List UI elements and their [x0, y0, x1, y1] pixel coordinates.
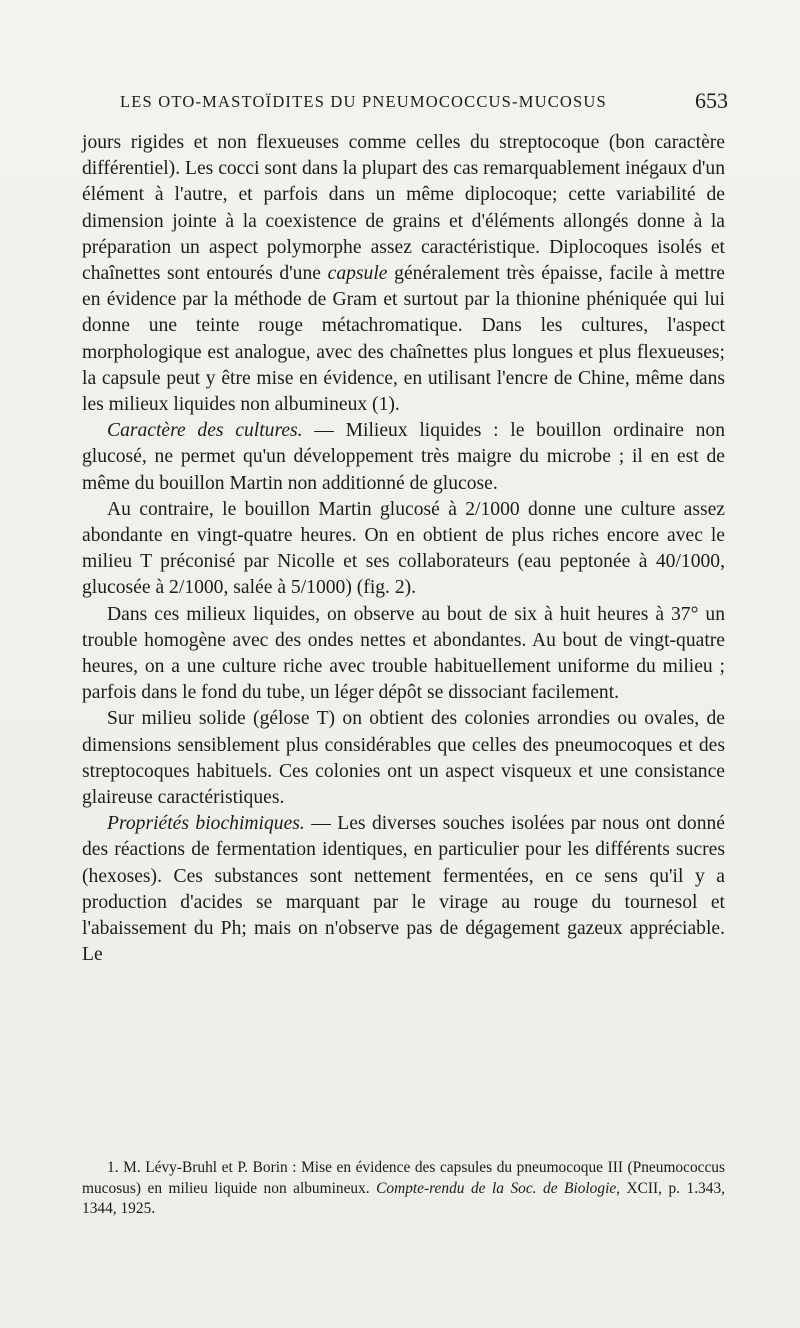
- running-head: [120, 88, 728, 118]
- text-run: — Milieux liquides : le bouillon ordinaire non glucosé, ne permet qu'un développement très maigre du microbe ; il en est de même du bouillon Martin non additionné de glucose.: [82, 420, 725, 494]
- paragraph-liquid-media: [82, 602, 725, 707]
- paragraph-biochemistry: [82, 811, 725, 968]
- text-run: Dans ces milieux liquides, on observe au bout de six à huit heures à 37° un trouble homogène avec des ondes nettes et abondantes. Au bout de vingt-quatre heures, on a une culture riche avec trouble habituellement uniforme du milieu ; parfois dans le fond du tube, un léger dépôt se dissociant facilement.: [82, 603, 725, 704]
- footnote-text: , XCII, p. 1.343, 1344, 1925.: [82, 1179, 725, 1217]
- text-run: généralement très épaisse, facile à mettre en évidence par la méthode de Gram et surtout par la thionine phéniquée qui lui donne une teinte rouge métachromatique. Dans les cultures, l'aspect morphologique est analogue, avec des chaînettes plus longues et plus flexueuses; la capsule peut y être mise en évidence, en utilisant l'encre de Chine, même dans les milieux liquides non albumineux (1).: [82, 263, 725, 416]
- paragraph-solid-media: [82, 706, 725, 811]
- italic-term-capsule: capsule: [327, 263, 388, 285]
- paragraph-bouillon-martin: [82, 497, 725, 602]
- footnote-journal: Compte-rendu de la Soc. de Biologie: [376, 1179, 617, 1197]
- paragraph-cultures: [82, 418, 725, 497]
- body-text: [82, 130, 725, 969]
- text-run: jours rigides et non flexueuses comme celles du streptocoque (bon caractère différentiel). Les cocci sont dans la plupart des cas remarquablement inégaux d'un élément à l'autre, et parfois dans un même diplocoque; cette variabilité de dimension jointe à la coexistence de grains et d'éléments allongés donne à la préparation un aspect polymorphe assez caractéristique. Diplocoques isolés et chaînettes sont entourés d'une: [82, 132, 725, 285]
- text-run: Au contraire, le bouillon Martin glucosé à 2/1000 donne une culture assez abondante en vingt-quatre heures. On en obtient de plus riches encore avec le milieu T préconisé par Nicolle et ses collaborateurs (eau peptonée à 40/1000, glucosée à 2/1000, salée à 5/1000) (fig. 2).: [82, 498, 725, 599]
- text-run: Sur milieu solide (gélose T) on obtient des colonies arrondies ou ovales, de dimensions sensiblement plus considérables que celles des pneumocoques et des streptocoques habituels. Ces colonies ont un aspect visqueux et une consistance glaireuse caractéristiques.: [82, 708, 725, 809]
- text-run: — Les diverses souches isolées par nous ont donné des réactions de fermentation identiques, en particulier pour les différents sucres (hexoses). Ces substances sont nettement fermentées, en ce sens qu'il y a production d'acides se marquant par le virage au rouge du tournesol et l'abaissement du Ph; mais on n'observe pas de dégagement gazeux appréciable. Le: [82, 813, 725, 966]
- section-heading-cultures: Caractère des cultures.: [107, 420, 303, 442]
- footnote-text: 1. M. Lévy-Bruhl et P. Borin : Mise en évidence des capsules du pneumocoque III (Pneumococcus mucosus) en milieu liquide non albumineux.: [82, 1159, 725, 1197]
- section-heading-biochemistry: Propriétés biochimiques.: [107, 813, 305, 835]
- footnote: [82, 1158, 725, 1220]
- running-title: LES OTO-MASTOÏDITES DU PNEUMOCOCCUS-MUCOSUS: [120, 92, 607, 111]
- page-number: 653: [695, 88, 728, 113]
- paragraph-morphology: [82, 130, 725, 418]
